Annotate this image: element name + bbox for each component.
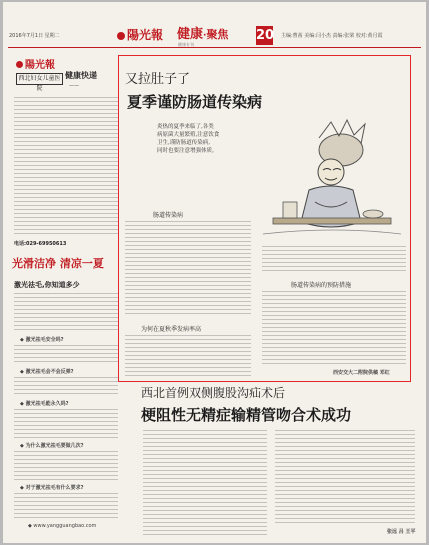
left-body-text (14, 97, 118, 235)
feature-kicker: 又拉肚子了 (125, 72, 191, 87)
stomachache-illustration (259, 118, 404, 240)
feature-byline: 西安交大二附院供稿 邓红 (333, 370, 390, 376)
left-subhead-1: ◆ 激光祛毛安全吗? (20, 337, 64, 343)
newspaper-page (3, 2, 426, 543)
left-badge: 西北妇女儿童医院 (16, 73, 63, 85)
feature-subhead-3: 肠道传染病的预防措施 (291, 282, 352, 289)
left-article-text-5 (14, 451, 118, 481)
left-website: ◆ www.yangguangbao.com (28, 523, 97, 529)
bottom-kicker: 西北首例双侧腹股沟疝术后 (141, 386, 286, 400)
left-column (8, 51, 121, 537)
section-subtitle: 健康专刊 (178, 42, 194, 47)
left-article-text-2 (14, 345, 118, 365)
left-subhead-3: ◆ 激光祛毛能永久吗? (20, 401, 69, 407)
left-article-title: 激光祛毛,你知道多少 (14, 281, 80, 289)
issue-date: 2016年7月1日 星期二 (9, 33, 60, 39)
bottom-byline: 张远 吕 王平 (387, 529, 416, 535)
left-subhead-5: ◆ 对于激光祛毛有什么要求? (20, 485, 84, 491)
featured-article-frame (118, 55, 411, 382)
feature-headline: 夏季谨防肠道传染病 (127, 93, 263, 111)
left-subhead-4: ◆ 为什么激光祛毛要做几次? (20, 443, 84, 449)
left-express: 健康快递 (65, 71, 97, 80)
logo-mark-icon (117, 32, 125, 40)
feature-text-left-1 (125, 221, 251, 317)
feature-text-right-1 (262, 246, 406, 274)
feature-deck: 炎热的夏季来临了,各类 病原菌大量繁殖,注意饮食 卫生,谨防肠道传染病, 同时也要注意增强体质。 (157, 124, 220, 154)
top-rule (8, 47, 421, 48)
feature-text-left-2 (125, 335, 251, 377)
ad-headline: 光滑洁净 清凉一夏 (12, 257, 104, 270)
section-title: 健康·聚焦 (177, 27, 229, 42)
feature-subhead-2: 为何在夏秋季发病率高 (141, 326, 202, 333)
left-article-text-6 (14, 493, 118, 519)
page-number-badge: 20 (256, 28, 275, 43)
paper-logo: 陽光報 (117, 26, 163, 43)
feature-subhead-1: 肠道传染病 (153, 212, 184, 219)
editor-credits: 主编:曹茜 美编:闫小杰 责编:张梁 校对:黄月霞 (281, 33, 383, 39)
logo-mark-icon (16, 61, 23, 68)
bottom-text-left (143, 430, 267, 536)
feature-text-right-2 (262, 291, 406, 367)
bottom-headline: 梗阻性无精症输精管吻合术成功 (141, 406, 352, 424)
left-subhead-2: ◆ 激光祛毛会不会反弹? (20, 369, 74, 375)
left-hotline: 电话:029-69950613 (14, 241, 67, 247)
left-logo: 陽光報 (16, 56, 55, 71)
left-article-text (14, 293, 118, 333)
bottom-text-right (275, 430, 415, 526)
left-article-text-3 (14, 377, 118, 397)
left-article-text-4 (14, 409, 118, 439)
left-express-sub: —— (69, 83, 79, 89)
